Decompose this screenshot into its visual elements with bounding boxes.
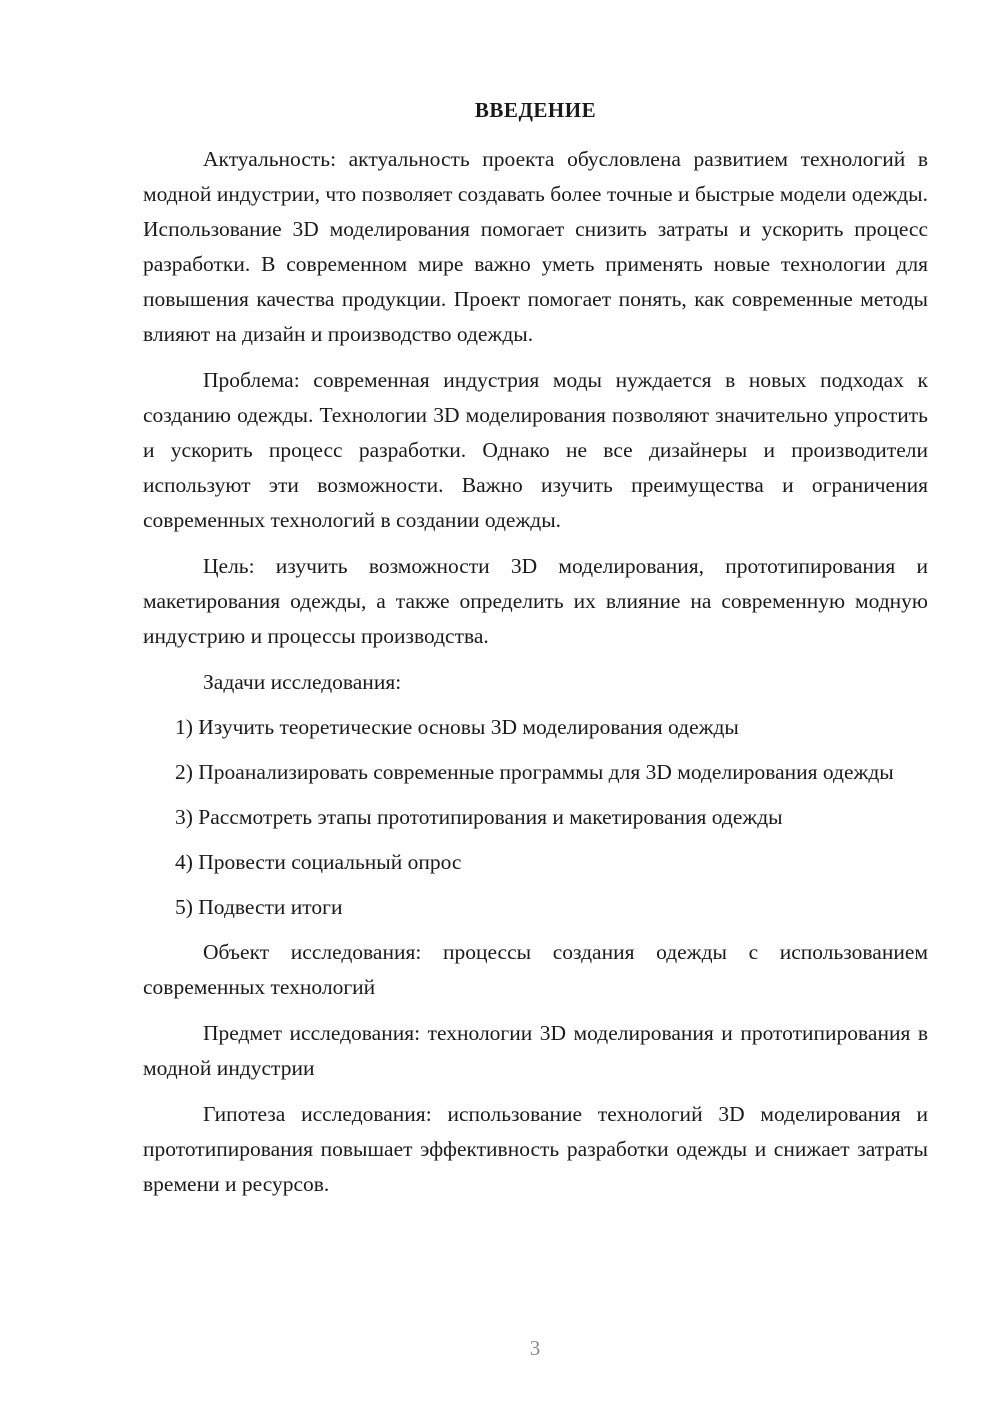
page-title: ВВЕДЕНИЕ [474, 98, 597, 122]
problem-paragraph: Проблема: современная индустрия моды нуждается в новых подходах к созданию одежды. Технологии 3D моделирования позволяют значительно упростить и ускорить процесс разработки. Однако не все дизайнеры и производители используют эти возможности. Важно изучить преимущества и ограничения современных технологий в создании одежды. [143, 368, 928, 532]
hypothesis-paragraph: Гипотеза исследования: использование технологий 3D моделирования и прототипирования повышает эффективность разработки одежды и снижает затраты времени и ресурсов. [143, 1102, 928, 1196]
task-item-3: 3) Рассмотреть этапы прототипирования и макетирования одежды [175, 805, 783, 829]
tasks-heading: Задачи исследования: [203, 670, 402, 694]
task-item-1: 1) Изучить теоретические основы 3D моделирования одежды [175, 715, 739, 739]
object-paragraph: Объект исследования: процессы создания одежды с использованием современных технологий [143, 940, 928, 999]
task-item-2: 2) Проанализировать современные программы для 3D моделирования одежды [175, 760, 894, 784]
document-body [143, 142, 928, 1213]
task-item-5: 5) Подвести итоги [175, 895, 343, 919]
page-number: 3 [529, 1336, 541, 1360]
task-item-4: 4) Провести социальный опрос [175, 850, 462, 874]
relevance-paragraph: Актуальность: актуальность проекта обусловлена развитием технологий в модной индустрии, что позволяет создавать более точные и быстрые модели одежды. Использование 3D моделирования помогает снизить затраты и ускорить процесс разработки. В современном мире важно уметь применять новые технологии для повышения качества продукции. Проект помогает понять, как современные методы влияют на дизайн и производство одежды. [143, 147, 928, 346]
goal-paragraph: Цель: изучить возможности 3D моделирования, прототипирования и макетирования одежды, а также определить их влияние на современную модную индустрию и процессы производства. [143, 554, 928, 648]
subject-paragraph: Предмет исследования: технологии 3D моделирования и прототипирования в модной индустрии [143, 1021, 928, 1080]
